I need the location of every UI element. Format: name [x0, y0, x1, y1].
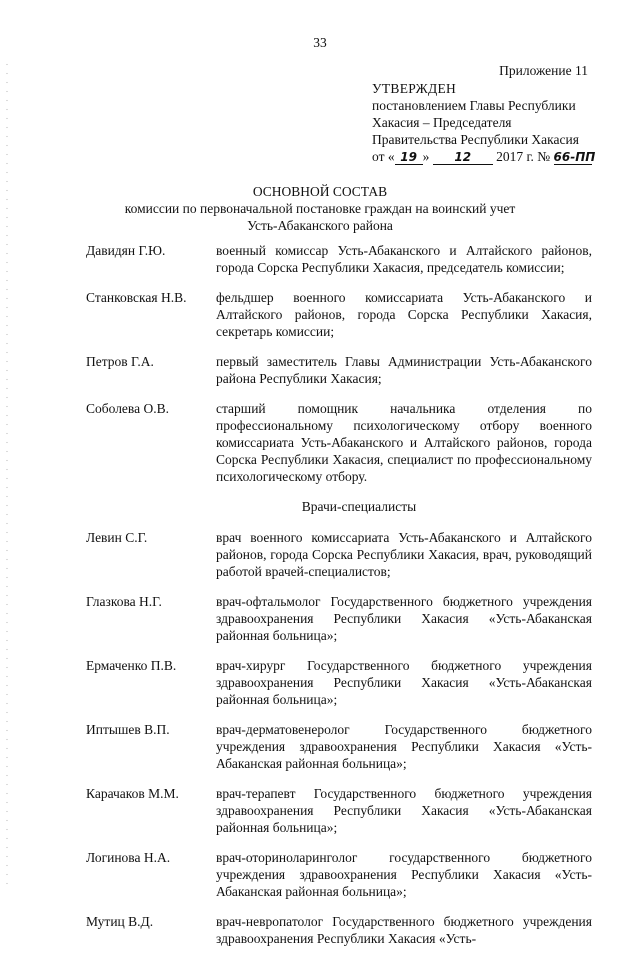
- member-row: [86, 785, 592, 836]
- section-subheading: Врачи-специалисты: [301, 499, 417, 514]
- member-row: [86, 849, 592, 900]
- year-text: 2017 г. №: [496, 149, 551, 164]
- member-role: врач-офтальмолог Государственного бюджетного учреждения здравоохранения Республики Хакасия «Усть-Абаканская районная больница»;: [216, 594, 592, 643]
- member-name: Соболева О.В.: [86, 401, 169, 416]
- member-role: старший помощник начальника отделения по профессиональному психологическому отбору военного комиссариата Усть-Абаканского и Алтайского районов, города Сорска Республики Хакасия, специалист по профессиональному психологическому отбору.: [216, 401, 592, 484]
- appendix-label: Приложение 11: [499, 63, 588, 78]
- member-row: [86, 353, 592, 387]
- member-role: военный комиссар Усть-Абаканского и Алтайского районов, города Сорска Республики Хакасия, председатель комиссии;: [216, 243, 592, 275]
- member-row: [86, 913, 592, 947]
- member-name: Давидян Г.Ю.: [86, 243, 166, 258]
- member-row: [86, 289, 592, 340]
- commission-roster: [86, 242, 592, 960]
- member-role: врач-хирург Государственного бюджетного учреждения здравоохранения Республики Хакасия «Усть-Абаканская районная больница»;: [216, 658, 592, 707]
- member-name: Логинова Н.А.: [86, 850, 171, 865]
- heading-title: ОСНОВНОЙ СОСТАВ: [252, 184, 388, 199]
- heading-line-3: Усть-Абаканского района: [247, 218, 393, 233]
- heading-line-2: комиссии по первоначальной постановке граждан на воинский учет: [124, 201, 516, 216]
- handwritten-number: 66-ПП: [553, 150, 596, 164]
- approval-line-1: постановлением Главы Республики: [372, 98, 576, 113]
- handwritten-day: 19: [395, 150, 423, 165]
- member-role: врач-терапевт Государственного бюджетного учреждения здравоохранения Республики Хакасия «Усть-Абаканская районная больница»;: [216, 786, 592, 835]
- approval-line-2: Хакасия – Председателя: [372, 115, 512, 130]
- approval-title: УТВЕРЖДЕН: [372, 81, 457, 96]
- member-role: первый заместитель Главы Администрации Усть-Абаканского района Республики Хакасия;: [216, 354, 592, 386]
- member-name: Станковская Н.В.: [86, 290, 187, 305]
- member-role: врач-дерматовенеролог Государственного бюджетного учреждения здравоохранения Республики Хакасия «Усть-Абаканская районная больница»;: [216, 722, 592, 771]
- member-name: Ермаченко П.В.: [86, 658, 177, 673]
- page-number: 33: [313, 35, 327, 50]
- member-row: [86, 242, 592, 276]
- member-name: Иптышев В.П.: [86, 722, 170, 737]
- member-role: врач-оториноларинголог государственного бюджетного учреждения здравоохранения Республики Хакасия «Усть-Абаканская районная больница»;: [216, 850, 592, 899]
- member-row: [86, 721, 592, 772]
- member-role: врач-невропатолог Государственного бюджетного учреждения здравоохранения Республики Хакасия «Усть-: [216, 914, 592, 946]
- document-heading: [0, 183, 640, 234]
- member-name: Карачаков М.М.: [86, 786, 179, 801]
- approval-date-line: [372, 148, 612, 165]
- date-prefix: от «: [372, 149, 395, 164]
- approval-line-3: Правительства Республики Хакасия: [372, 132, 579, 147]
- member-row: [86, 593, 592, 644]
- member-role: фельдшер военного комиссариата Усть-Абаканского и Алтайского районов, города Сорска Республики Хакасия, секретарь комиссии;: [216, 290, 592, 339]
- approval-block: [372, 80, 612, 165]
- member-row: [86, 400, 592, 485]
- date-quote-close: »: [422, 149, 430, 164]
- member-name: Левин С.Г.: [86, 530, 148, 545]
- member-row: [86, 529, 592, 580]
- member-name: Глазкова Н.Г.: [86, 594, 162, 609]
- member-role: врач военного комиссариата Усть-Абаканского и Алтайского районов, города Сорска Республики Хакасия, врач, руководящий работой врачей-специалистов;: [216, 530, 592, 579]
- member-name: Петров Г.А.: [86, 354, 154, 369]
- member-row: [86, 657, 592, 708]
- handwritten-month: 12: [433, 150, 493, 165]
- member-name: Мутиц В.Д.: [86, 914, 154, 929]
